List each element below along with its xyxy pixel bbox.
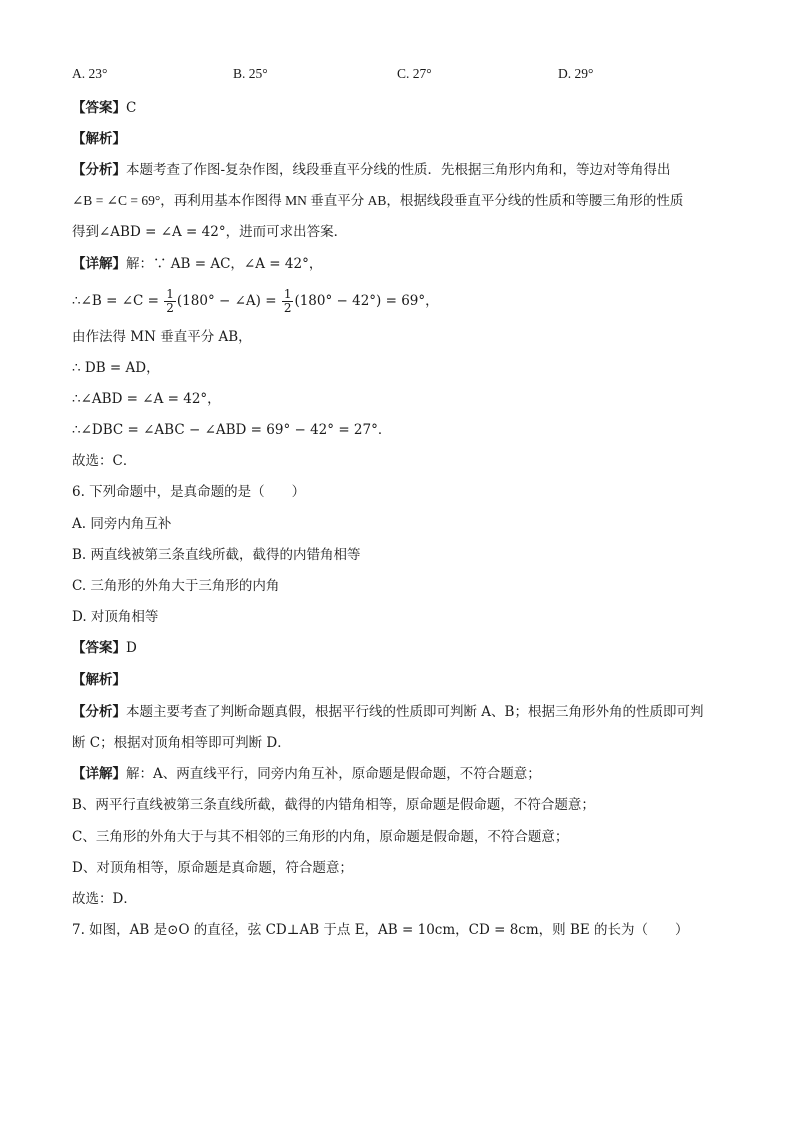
- q5-fenxi-line-2: ∠B = ∠C = 69°，再利用基本作图得 MN 垂直平分 AB，根据线段垂直平分线的性质和等腰三角形的性质: [72, 193, 684, 208]
- equation-part-1: ∴∠B = ∠C =: [72, 293, 164, 309]
- equation-part-3: (180° − 42°) = 69°，: [294, 293, 439, 309]
- q7-stem: 7. 如图，AB 是⊙O 的直径，弦 CD⊥AB 于点 E，AB = 10cm，CD = 8cm，则 BE 的长为（ ）: [72, 922, 689, 938]
- fraction-half-1: [164, 288, 176, 315]
- fenxi-text: 本题考查了作图-复杂作图，线段垂直平分线的性质．先根据三角形内角和，等边对等角得出: [126, 162, 671, 178]
- detail-tag: 【详解】: [72, 256, 126, 272]
- q6-fenxi-line-1: [72, 702, 703, 722]
- analysis-tag: 【解析】: [72, 131, 126, 147]
- q6-option-c: C. 三角形的外角大于三角形的内角: [72, 578, 280, 594]
- equation-part-2: (180° − ∠A) =: [176, 293, 281, 309]
- q6-stem: 6. 下列命题中，是真命题的是（ ）: [72, 484, 306, 500]
- fraction-numerator: 1: [166, 287, 174, 301]
- q5-detail-line-4: ∴ DB = AD，: [72, 360, 160, 376]
- fraction-denominator: 2: [166, 301, 174, 315]
- q5-detail-line-6: ∴∠DBC = ∠ABC − ∠ABD = 69° − 42° = 27°．: [72, 422, 392, 438]
- q5-option-b: B. 25°: [233, 66, 268, 81]
- analysis-tag: 【解析】: [72, 672, 126, 688]
- detail-text: 解：∵ AB = AC，∠A = 42°，: [126, 256, 323, 272]
- q6-option-b: B. 两直线被第三条直线所截，截得的内错角相等: [72, 547, 361, 563]
- fraction-denominator: 2: [283, 301, 292, 315]
- q5-option-c: C. 27°: [397, 66, 432, 81]
- q5-detail-line-3: 由作法得 MN 垂直平分 AB，: [72, 329, 252, 345]
- q5-choose: 故选：C．: [72, 453, 137, 469]
- q5-fenxi-line-1: [72, 160, 671, 180]
- answer-tag: 【答案】: [72, 640, 126, 656]
- q5-option-a: A. 23°: [72, 66, 108, 81]
- answer-value: C: [126, 100, 137, 116]
- fenxi-tag: 【分析】: [72, 704, 126, 720]
- q6-answer-line: [72, 638, 137, 658]
- q6-detail-line-3: C、三角形的外角大于与其不相邻的三角形的内角，原命题是假命题，不符合题意；: [72, 829, 569, 845]
- fraction-half-2: [282, 288, 294, 315]
- fenxi-tag: 【分析】: [72, 162, 126, 178]
- q5-analysis-tag: [72, 129, 126, 149]
- q6-detail-line-2: B、两平行直线被第三条直线所截，截得的内错角相等，原命题是假命题，不符合题意；: [72, 797, 595, 813]
- detail-tag: 【详解】: [72, 766, 126, 782]
- q5-option-d: D. 29°: [558, 66, 594, 81]
- q6-option-d: D. 对顶角相等: [72, 609, 159, 625]
- fraction-numerator: 1: [283, 287, 292, 301]
- answer-tag: 【答案】: [72, 100, 126, 116]
- answer-value: D: [126, 640, 137, 656]
- fenxi-text: 本题主要考查了判断命题真假，根据平行线的性质即可判断 A、B；根据三角形外角的性质即可判: [126, 704, 704, 720]
- q5-answer-line: [72, 98, 136, 118]
- q5-fenxi-line-3: 得到∠ABD = ∠A = 42°，进而可求出答案．: [72, 224, 348, 240]
- q5-detail-line-2: [72, 286, 439, 316]
- q5-detail-line-1: [72, 254, 322, 274]
- detail-text: 解：A、两直线平行，同旁内角互补，原命题是假命题，不符合题意；: [126, 766, 541, 782]
- q6-detail-line-1: [72, 764, 541, 784]
- q6-detail-line-4: D、对顶角相等，原命题是真命题，符合题意；: [72, 860, 353, 876]
- q5-detail-line-5: ∴∠ABD = ∠A = 42°，: [72, 391, 221, 407]
- q6-fenxi-line-2: 断 C；根据对顶角相等即可判断 D．: [72, 735, 291, 751]
- q6-option-a: A. 同旁内角互补: [72, 516, 172, 532]
- q6-analysis-tag: [72, 670, 126, 690]
- q6-choose: 故选：D．: [72, 891, 137, 907]
